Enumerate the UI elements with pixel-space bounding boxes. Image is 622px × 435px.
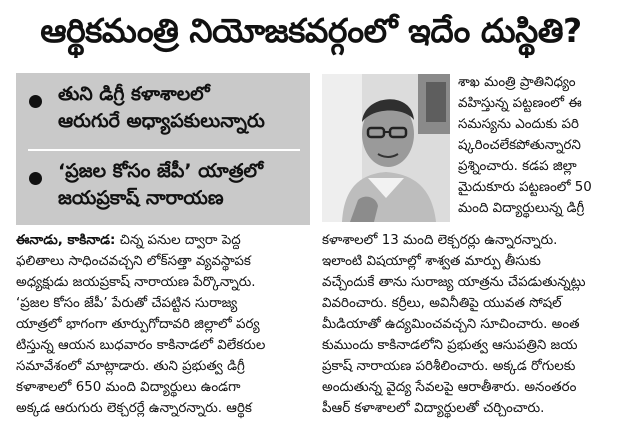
article-line: వహిస్తున్న పట్టణంలో ఈ bbox=[458, 96, 582, 111]
article-line: ష్కరించలేకపోతున్నారని bbox=[458, 138, 581, 153]
highlight-line: జయప్రకాష్ నారాయణ bbox=[58, 187, 224, 209]
article-line: పీఆర్ కళాశాలలో విద్యార్థులతో చర్చించారు. bbox=[322, 401, 545, 416]
article-line: వివరించారు. కర్రీలు, అవినీతిపై యువత సోషల్ bbox=[322, 296, 562, 311]
article-line: అందుతున్న వైద్య సేవలపై ఆరాతీశారు. అనంతరం bbox=[322, 380, 577, 395]
article-line: ఫలితాలు సాధించవచ్చని లోక్‌సత్తా వ్యవస్థాపక bbox=[16, 254, 251, 269]
bullet-icon bbox=[29, 95, 42, 108]
article-line: అక్కడ ఆరుగురు లెక్చరర్లే ఉన్నారన్నారు. ఆర్థిక bbox=[16, 401, 252, 416]
article-line: ఇలాంటి విషయాల్లో శాశ్వత మార్పు తీసుకు bbox=[322, 254, 541, 269]
article-line bbox=[16, 230, 312, 251]
article-line: సమస్యను ఎందుకు పరి bbox=[458, 117, 579, 132]
highlight-item bbox=[16, 81, 310, 143]
article-line: యాత్రలో భాగంగా తూర్పుగోదావరి జిల్లాలో పర్య bbox=[16, 317, 260, 332]
article-line: కుముందు కాకినాడలోని ప్రభుత్వ ఆసుపత్రిని జయ bbox=[322, 338, 578, 353]
article-column-right-top bbox=[458, 72, 608, 219]
article-line: కళాశాలలో 13 మంది లెక్చరర్లు ఉన్నారన్నారు. bbox=[322, 233, 558, 248]
article-line: కళాశాలలో 650 మంది విద్యార్థులు ఉండగా bbox=[16, 380, 241, 395]
article-column-left bbox=[16, 230, 312, 419]
article-line: మీడియాతో ఉద్యమించవచ్చని సూచించారు. అంత bbox=[322, 317, 580, 332]
article-line: ప్రకాష్ నారాయణ పరిశీలించారు. అక్కడ రోగులకు bbox=[322, 359, 576, 374]
portrait-image bbox=[322, 74, 450, 222]
article-column-right-bottom bbox=[322, 230, 616, 419]
article-line: శాఖ మంత్రి ప్రాతినిధ్యం bbox=[458, 75, 576, 90]
portrait-photo bbox=[322, 74, 450, 222]
dateline: ఈనాడు, కాకినాడ: bbox=[16, 233, 116, 248]
article-line: అధ్యక్షుడు జయప్రకాష్ నారాయణ పేర్కొన్నారు. bbox=[16, 275, 256, 290]
article-line: వచ్చేందుకే తాను సురాజ్య యాత్రను చేపడుతున్నట్లు bbox=[322, 275, 586, 290]
highlights-box bbox=[16, 73, 310, 225]
highlight-text bbox=[58, 81, 304, 135]
article-line: ‘ప్రజల కోసం జేపీ’ పేరుతో చేపట్టిన సురాజ్య bbox=[16, 296, 238, 311]
highlight-line: ‘ప్రజల కోసం జేపీ’ యాత్రలో bbox=[58, 160, 264, 182]
highlight-text bbox=[58, 158, 304, 212]
article-line: టిస్తున్న ఆయన బుధవారం కాకినాడలో విలేకరుల bbox=[16, 338, 266, 353]
highlight-divider bbox=[28, 149, 300, 151]
bullet-icon bbox=[29, 172, 42, 185]
article-line: ప్రశ్నించారు. కడప జిల్లా bbox=[458, 159, 577, 174]
article-line: సమావేశంలో మాట్లాడారు. తుని ప్రభుత్వ డిగ్రీ bbox=[16, 359, 245, 374]
highlight-line: ఆరుగురే అధ్యాపకులున్నారు bbox=[58, 110, 265, 132]
article-line: మైదుకూరు పట్టణంలో 50 bbox=[458, 180, 592, 195]
highlight-line: తుని డిగ్రీ కళాశాలలో bbox=[58, 83, 210, 105]
highlight-item bbox=[16, 158, 310, 220]
headline: ఆర్థికమంత్రి నియోజకవర్గంలో ఇదేం దుస్థితి? bbox=[40, 11, 582, 50]
article-text: చిన్న పనుల ద్వారా పెద్ద bbox=[115, 233, 241, 248]
article-line: మంది విద్యార్థులున్న డిగ్రీ bbox=[458, 201, 585, 216]
